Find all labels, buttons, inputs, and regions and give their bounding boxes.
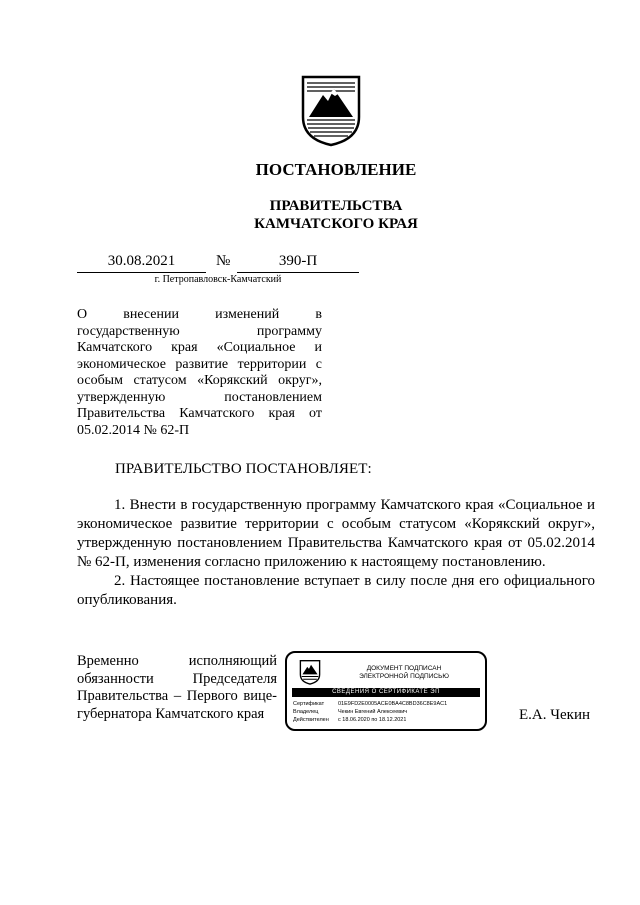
signer-title-line-3: Правительства – Первого вице- <box>77 688 277 704</box>
date-underline <box>77 272 206 273</box>
certificate-label: Сертификат <box>293 701 325 707</box>
validity-row <box>293 716 481 724</box>
certificate-row <box>293 700 481 708</box>
stamp-certificate-bar: СВЕДЕНИЯ О СЕРТИФИКАТЕ ЭП <box>292 688 480 697</box>
stamp-heading-line-2: ЭЛЕКТРОННОЙ ПОДПИСЬЮ <box>359 673 449 680</box>
stamp-heading <box>329 665 479 681</box>
stamp-coat-of-arms-icon <box>299 659 321 685</box>
signer-name: Е.А. Чекин <box>519 707 590 723</box>
stamp-heading-line-1: ДОКУМЕНТ ПОДПИСАН <box>366 665 442 672</box>
issuing-authority <box>0 197 640 233</box>
owner-label: Владелец <box>293 709 319 715</box>
signer-title-line-2: обязанности Председателя <box>77 670 277 687</box>
authority-line-1: ПРАВИТЕЛЬСТВА <box>269 198 403 214</box>
clause-2: 2. Настоящее постановление вступает в силу после дня его официального опубликования. <box>77 573 595 608</box>
owner-value: Чекин Евгений Алексеевич <box>338 709 408 715</box>
stamp-certificate-details <box>293 700 481 724</box>
date-number-line <box>77 253 359 273</box>
document-number: 390-П <box>278 253 318 269</box>
signer-title <box>77 653 277 723</box>
document-body <box>77 496 595 610</box>
document-type-title: ПОСТАНОВЛЕНИЕ <box>255 160 417 179</box>
kamchatka-coat-of-arms-icon <box>299 73 363 147</box>
certificate-value: 01E9FD2E0005ACE0BA4C8BD36C8E9AC1 <box>338 701 448 707</box>
number-underline <box>237 272 359 273</box>
owner-row <box>293 708 481 716</box>
signer-title-line-4: губернатора Камчатского края <box>77 705 265 722</box>
authority-line-2: КАМЧАТСКОГО КРАЯ <box>254 216 418 232</box>
clause-1: 1. Внести в государственную программу Камчатского края «Социальное и экономическое развитие территории с особым статусом «Корякский округ», утвержденную постановлением Правительства Камчатского края от 05.02.2014 № 62-П, изменения согласно приложению к настоящему постановлению. <box>77 497 595 570</box>
document-subject: О внесении изменений в государственную программу Камчатского края «Социальное и экономическое развитие территории с особым статусом «Корякский округ», утвержденную постановлением Правительства Камчатского края от 05.02.2014 № 62-П <box>77 307 322 438</box>
issue-place: г. Петропавловск-Камчатский <box>154 274 282 285</box>
electronic-signature-stamp <box>285 651 487 731</box>
signer-title-line-1: Временно исполняющий <box>77 653 277 669</box>
number-sign: № <box>216 253 231 269</box>
decree-heading: ПРАВИТЕЛЬСТВО ПОСТАНОВЛЯЕТ: <box>115 461 372 477</box>
document-date: 30.08.2021 <box>107 253 176 269</box>
validity-value: с 18.06.2020 по 18.12.2021 <box>338 717 407 723</box>
validity-label: Действителен <box>293 717 329 723</box>
